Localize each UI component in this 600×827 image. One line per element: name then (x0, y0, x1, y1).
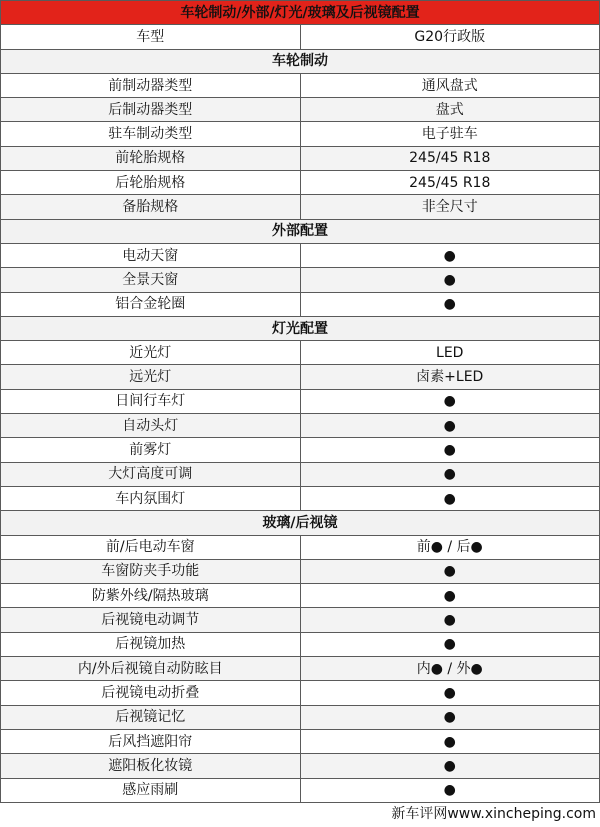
table-row (1, 632, 600, 656)
row-label: 铝合金轮圈 (1, 292, 301, 316)
table-row (1, 195, 600, 219)
row-label: 近光灯 (1, 341, 301, 365)
table-row (1, 754, 600, 778)
table-row (1, 608, 600, 632)
row-label: 全景天窗 (1, 268, 301, 292)
table-header-row (1, 25, 600, 49)
table-row (1, 657, 600, 681)
section-header-row (1, 316, 600, 340)
row-value: ● (300, 243, 600, 267)
table-title: 车轮制动/外部/灯光/玻璃及后视镜配置 (1, 1, 600, 25)
table-row (1, 122, 600, 146)
row-value: ● (300, 608, 600, 632)
table-row (1, 341, 600, 365)
row-label: 感应雨刷 (1, 778, 301, 802)
row-label: 备胎规格 (1, 195, 301, 219)
row-label: 后视镜记忆 (1, 705, 301, 729)
table-row (1, 438, 600, 462)
row-value: ● (300, 389, 600, 413)
row-value: ● (300, 584, 600, 608)
table-row (1, 778, 600, 802)
row-label: 前雾灯 (1, 438, 301, 462)
row-label: 日间行车灯 (1, 389, 301, 413)
section-title: 外部配置 (1, 219, 600, 243)
row-label: 后轮胎规格 (1, 171, 301, 195)
row-value: ● (300, 438, 600, 462)
row-label: 车内氛围灯 (1, 486, 301, 510)
table-row (1, 705, 600, 729)
table-row (1, 389, 600, 413)
section-title: 灯光配置 (1, 316, 600, 340)
section-header-row (1, 511, 600, 535)
row-label: 内/外后视镜自动防眩目 (1, 657, 301, 681)
table-row (1, 414, 600, 438)
row-value: ● (300, 729, 600, 753)
row-value: ● (300, 559, 600, 583)
row-value: ● (300, 462, 600, 486)
row-value: ● (300, 705, 600, 729)
row-value: 电子驻车 (300, 122, 600, 146)
row-value: 盘式 (300, 98, 600, 122)
row-value: LED (300, 341, 600, 365)
section-header-row (1, 219, 600, 243)
row-label: 前制动器类型 (1, 73, 301, 97)
row-value: 245/45 R18 (300, 171, 600, 195)
row-value: 前● / 后● (300, 535, 600, 559)
row-value: ● (300, 486, 600, 510)
section-header-row (1, 49, 600, 73)
row-label: 前轮胎规格 (1, 146, 301, 170)
row-label: 后制动器类型 (1, 98, 301, 122)
table-row (1, 98, 600, 122)
table-row (1, 681, 600, 705)
row-value: 非全尺寸 (300, 195, 600, 219)
row-label: 自动头灯 (1, 414, 301, 438)
table-row (1, 171, 600, 195)
section-title: 车轮制动 (1, 49, 600, 73)
row-value: ● (300, 292, 600, 316)
watermark-text: 新车评网www.xincheping.com (391, 806, 596, 822)
row-label: 遮阳板化妆镜 (1, 754, 301, 778)
table-row (1, 535, 600, 559)
row-label: 前/后电动车窗 (1, 535, 301, 559)
row-value: 通风盘式 (300, 73, 600, 97)
row-value: ● (300, 414, 600, 438)
row-label: 后视镜电动折叠 (1, 681, 301, 705)
row-label: 远光灯 (1, 365, 301, 389)
row-value: ● (300, 268, 600, 292)
table-row (1, 268, 600, 292)
table-row (1, 559, 600, 583)
table-row (1, 292, 600, 316)
row-value: 245/45 R18 (300, 146, 600, 170)
table-row (1, 486, 600, 510)
row-value: ● (300, 778, 600, 802)
section-title: 玻璃/后视镜 (1, 511, 600, 535)
row-label: 驻车制动类型 (1, 122, 301, 146)
table-row (1, 146, 600, 170)
row-label: 防紫外线/隔热玻璃 (1, 584, 301, 608)
table-row (1, 462, 600, 486)
table-row (1, 243, 600, 267)
header-trim-name: G20行政版 (300, 25, 600, 49)
row-value: 卤素+LED (300, 365, 600, 389)
row-label: 后视镜电动调节 (1, 608, 301, 632)
row-label: 后风挡遮阳帘 (1, 729, 301, 753)
row-label: 电动天窗 (1, 243, 301, 267)
table-row (1, 73, 600, 97)
row-value: ● (300, 754, 600, 778)
row-value: ● (300, 681, 600, 705)
row-value: ● (300, 632, 600, 656)
header-model-label: 车型 (1, 25, 301, 49)
row-label: 车窗防夹手功能 (1, 559, 301, 583)
row-value: 内● / 外● (300, 657, 600, 681)
table-row (1, 584, 600, 608)
row-label: 大灯高度可调 (1, 462, 301, 486)
table-row (1, 365, 600, 389)
table-title-row (1, 1, 600, 25)
table-row (1, 729, 600, 753)
row-label: 后视镜加热 (1, 632, 301, 656)
